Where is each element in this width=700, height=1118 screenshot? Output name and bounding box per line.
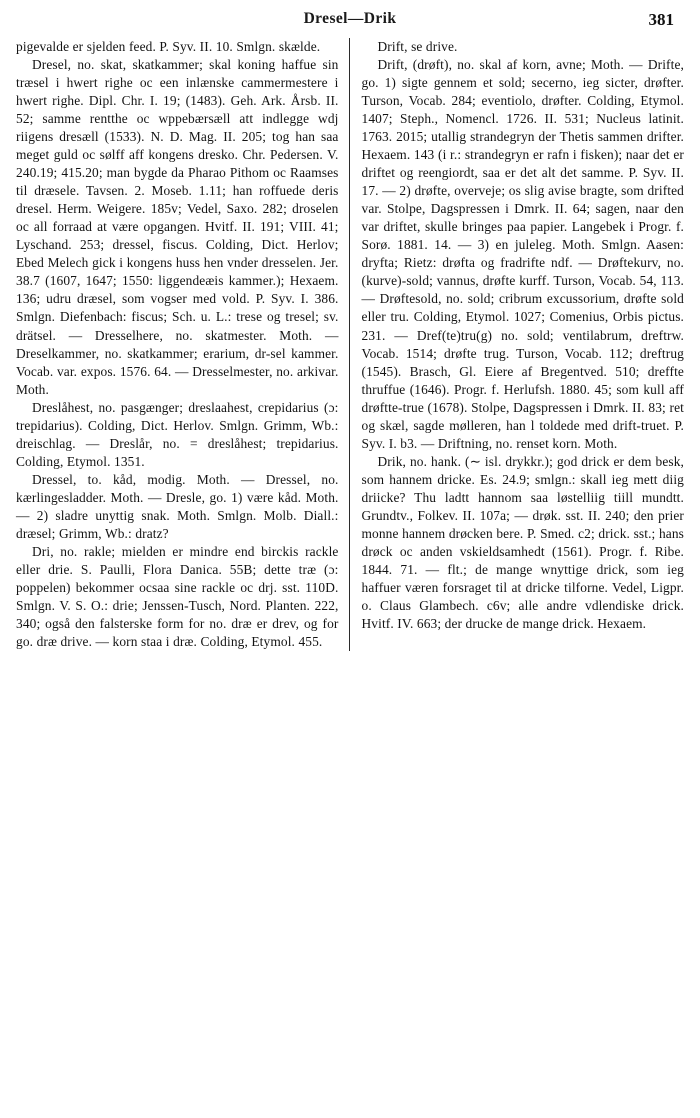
entry-paragraph: Drift, (drøft), no. skal af korn, avne; Moth. — Drifte, go. 1) sigte gennem et sold; secerno, ieg sicter, drøfter. Turson, Vocab. 284; eventiolo, drøfter. Colding, Etymol. 1407; Steph., Nomencl. 1726. II. 531; Nucleus latinit. 1763. 2015; utallig strandegryn der Thetis sammen drifter. Hexaem. 143 (i r.: strandegryn er rafn i fisken); naar det er driftet og reengiordt, saa er det alt det samme. P. Syv. II. 17. — 2) drøfte, overveje; os slig avise bragte, som drifted var. Stolpe, Dagspressen i Dmrk. II. 64; sagen, naar den var driftet, skulle bringes paa papier. Langebek i Progr. f. Sorø. 1881. 14. — 3) en juleleg. Moth. Smlgn. Aasen: dryfta; Rietz: drøfta og fradrifte ndf. — Drøftekurv, no. (kurve)-sold; vannus, drøfte kurff. Turson, Vocab. 54, 113. — Drøftesold, no. sold; cribrum excussorium, drøfte sold eller tru. Colding, Etymol. 1027; Comenius, Orbis pictus. 231. — Dref(te)tru(g) no. sold; ventilabrum, dreftrw. Vocab. 1514; drøfte trug. Turson, Vocab. 112; dreftrug (1545). Brasch, Gl. Eiere af Bregentved. 510; dreffte thruffue (1646). Progr. f. Herlufsh. 1880. 45; som kull aff drøftte-true (1678). Stolpe, Dagspressen i Dmrk. II. 83; ret og skæl, sagde mølleren, han l toldede med drift-truet. P. Syv. I. b3. — Driftning, no. renset korn. Moth. [361, 57, 684, 451]
entry-paragraph: pigevalde er sjelden feed. P. Syv. II. 10. Smlgn. skælde. [16, 39, 321, 54]
entry-paragraph: Dressel, to. kåd, modig. Moth. — Dressel, no. kærlingesladder. Moth. — Dresle, go. 1) være kåd. Moth. — 2) sladre unyttig snak. Moth. Smlgn. Molb. Diall.: dræsel; Grimm, Wb.: dratz? [16, 471, 339, 541]
right-column [350, 38, 685, 633]
entry-paragraph: Dreslåhest, no. pasgænger; dreslaahest, crepidarius (ɔ: trepidarius). Colding, Dict. Herlov. Smlgn. Grimm, Wb.: dreischlag. — Dreslår, no. = dreslåhest; trepidarius. Colding, Etymol. 1351. [16, 399, 339, 469]
entry-paragraph: Drift, se drive. [377, 39, 458, 54]
two-column-body [16, 38, 684, 1108]
page-header [16, 10, 684, 36]
entry-paragraph: Dresel, no. skat, skatkammer; skal koning haffue sin træsel i hwert righe oc een inlænske cammermestere i hwert righe. Dipl. Chr. I. 19; (1483). Geh. Ark. Årsb. II. 52; samme rentthe oc wppebærsæll att indlegge wdj riigens dresæll (1533). N. D. Mag. II. 205; tog han saa meget guld oc sølff aff kongens dresko. Chr. Pedersen. V. 240.19; 415.20; man bygde da Pharao Pithom oc Raamses til dræsele. Tavsen. 2. Moseb. 1.11; han roffuede deris dresel. Herm. Weigere. 185v; Vedel, Saxo. 282; droselen oc all forraad at være opgangen. Hvitf. II. 191; VIII. 41; Lyschand. 253; dressel, fiscus. Colding, Dict. Herlov; Ebed Melech gick i kongens huss hen vnder dresselen. Jer. 38.7 (1607, 1647; 1550: liggendeæis kammer.); Hexaem. 136; udru dræsel, som vogser med vold. P. Syv. I. 386. Smlgn. Diefenbach: fiscus; Sch. u. L.: trese og tresel; sv. drätsel. — Dresselhere, no. skatmester. Moth. — Dreselkammer, no. skatkammer; erarium, dr-sel kammer. Vocab. var. expos. 1576. 64. — Dresselmester, no. arkivar. Moth. [16, 57, 339, 397]
running-title: Dresel—Drik [303, 10, 397, 27]
page-number: 381 [648, 10, 674, 29]
entry-paragraph: Drik, no. hank. (∼ isl. drykkr.); god drick er dem besk, som hannem dricke. Es. 24.9; smlgn.: skall ieg mett diig driicke? Thu ladtt hannom saa løstelliig tiill mundtt. Grundtv., Folkev. II. 107a; — drøk. sst. II. 240; den prier monne hannem drøcken bere. P. Smed. c2; drick. sst.; hans drøck oc anden vskieldsamhedt (1561). Progr. f. Ribe. 1844. 71. — flt.; de mange wnyttige drick, som ieg haffuer væren forsraget til at dricke tilforne. Vedel, Ligpr. o. Claus Glambech. c6v; alle andre vdlendiske drick. Hvitf. IV. 663; der drucke de mange drick. Hexaem. [361, 453, 684, 631]
left-column [16, 38, 350, 651]
entry-paragraph: Dri, no. rakle; mielden er mindre end birckis rackle eller drie. S. Paulli, Flora Danica. 55B; dette træ (ɔ: poppelen) bekommer ocsaa sine rackle oc drj. sst. 110D. Smlgn. V. S. O.: drie; Jenssen-Tusch, Nord. Planten. 222, 340; også den falsterske form for no. dræ er drev, og for go. dræ drive. — korn staa i dræ. Colding, Etymol. 455. [16, 543, 339, 650]
